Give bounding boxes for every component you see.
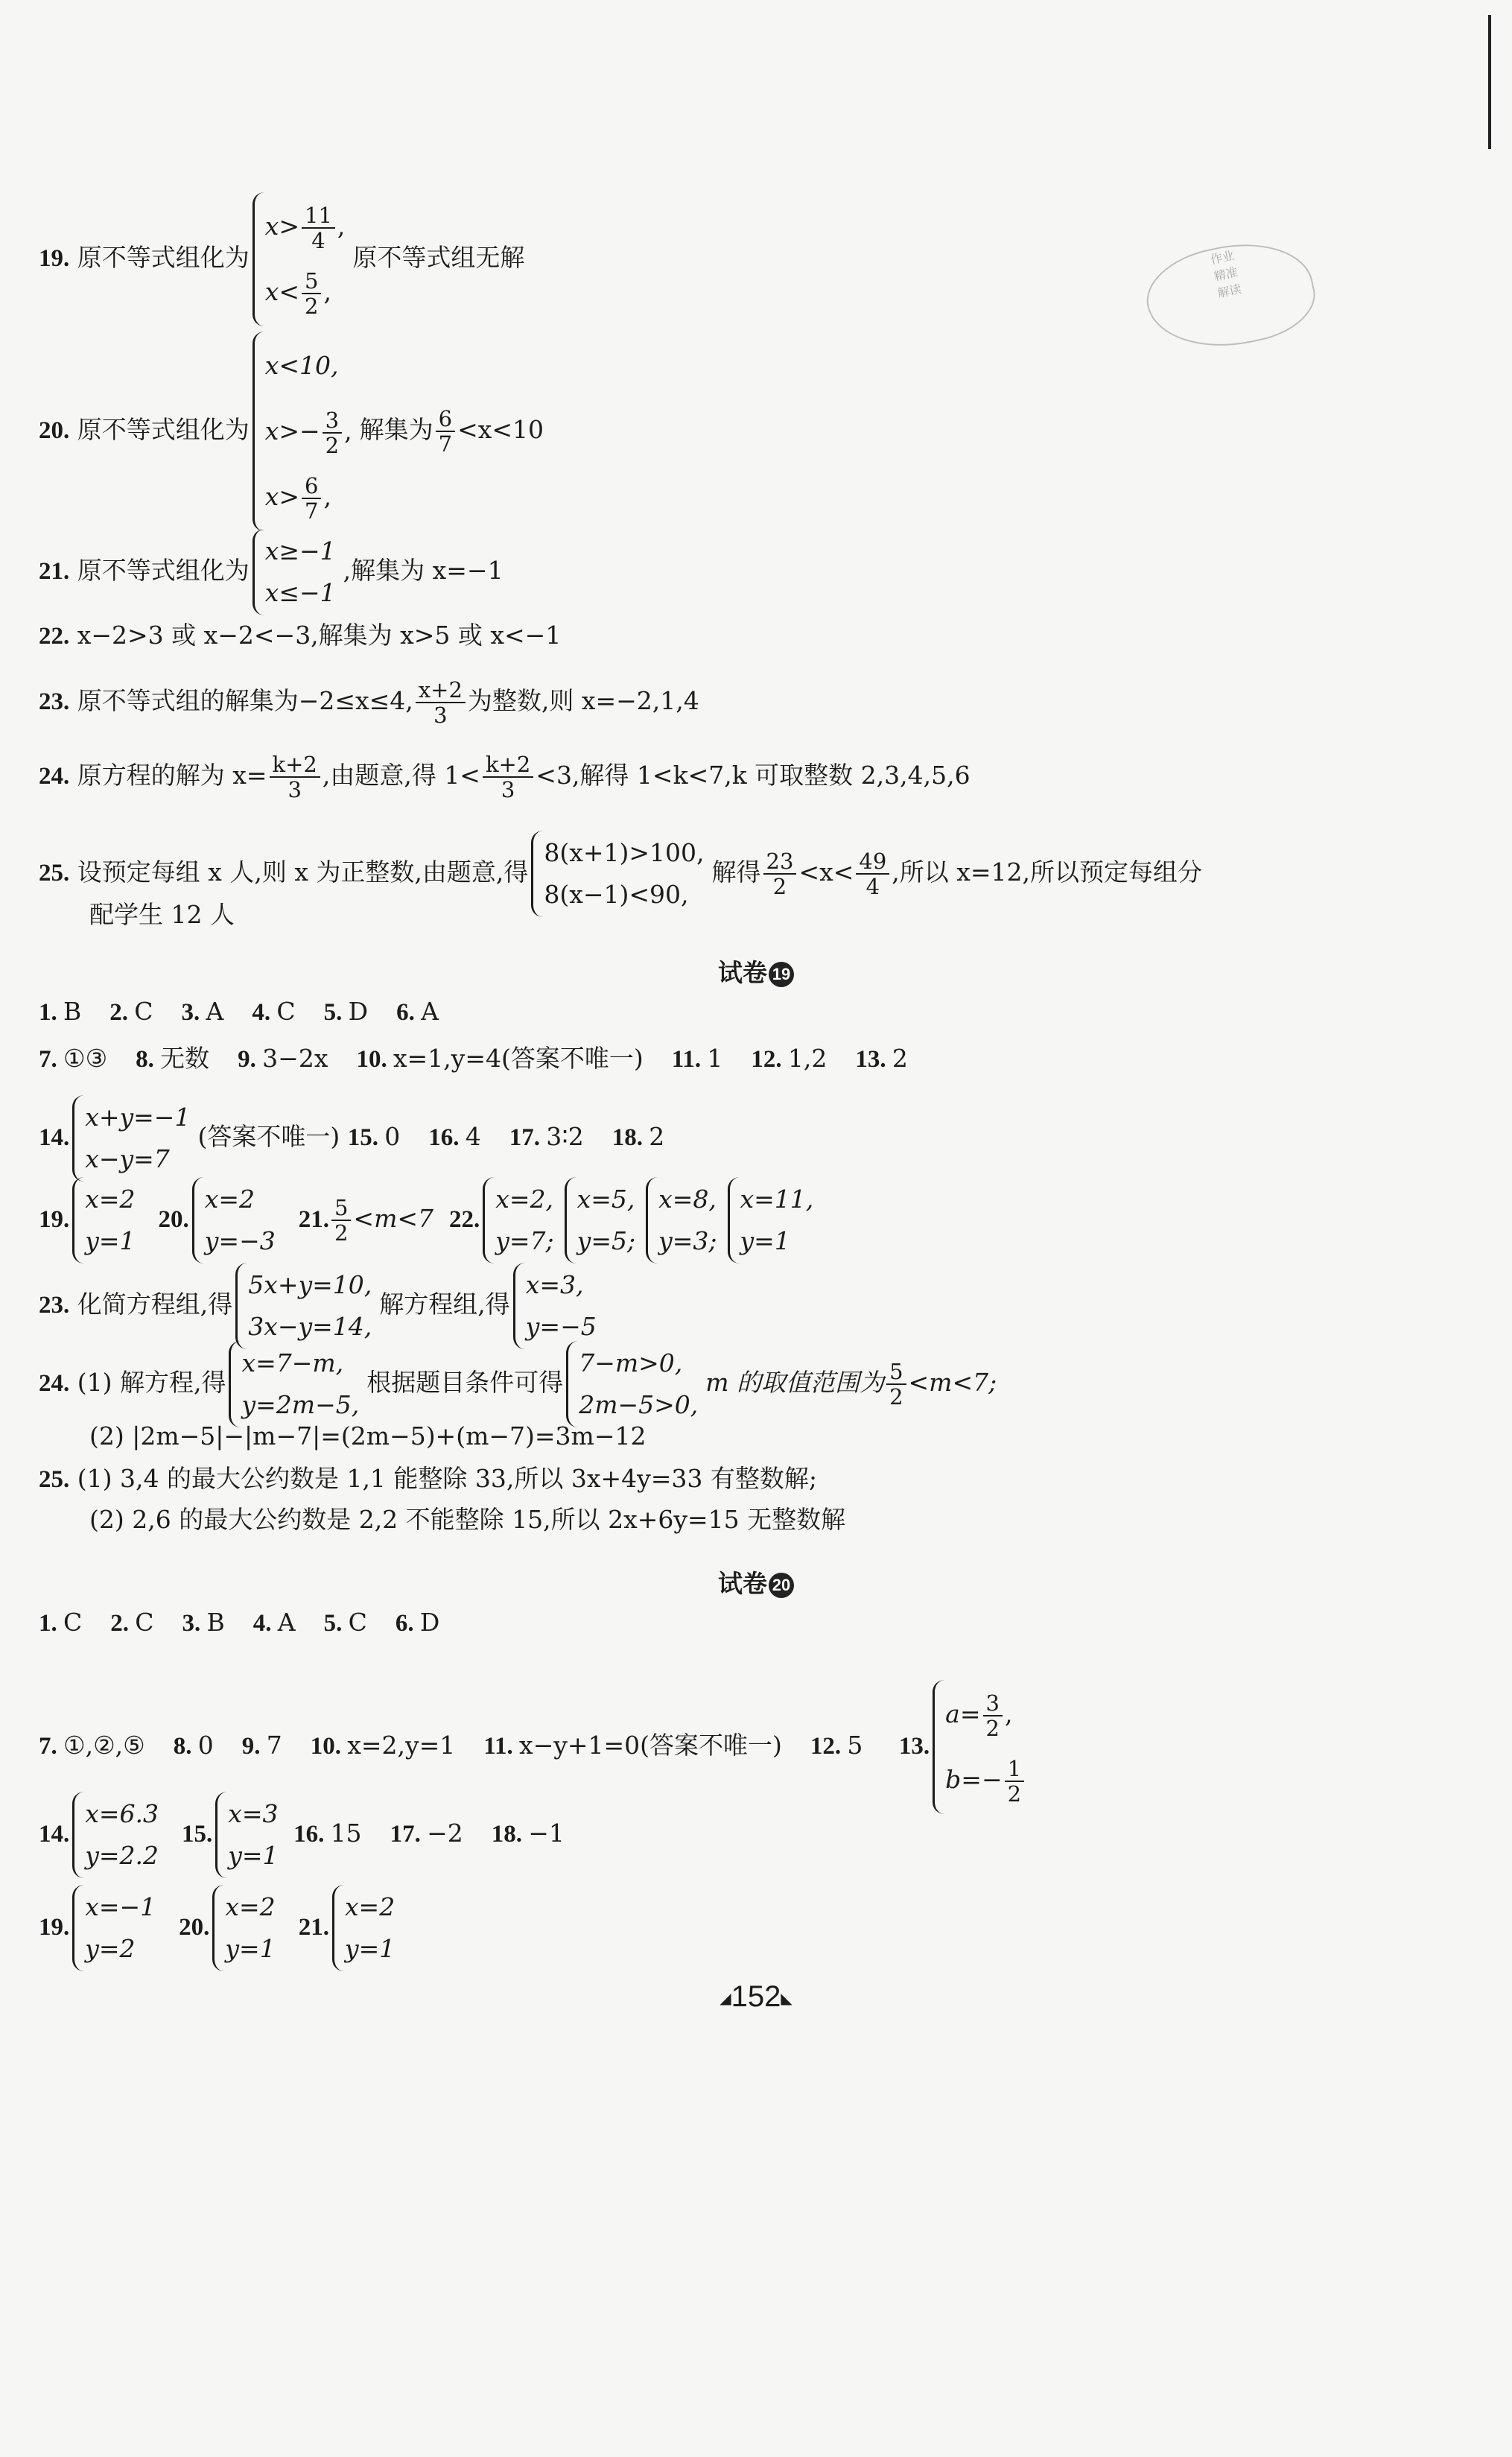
circled-number-badge: 20 (769, 1573, 794, 1598)
p20-row-1 (39, 1605, 468, 1640)
answer-item: 7. ①,②,⑤ (39, 1731, 145, 1760)
p19-row-2 (39, 1042, 936, 1077)
equation-system: x+y=−1 x−y=7 (72, 1095, 194, 1182)
equation-system: x=8, y=3; (646, 1177, 721, 1264)
answer-item: 9. 7 (241, 1731, 282, 1760)
p19-row-7b: (2) 2,6 的最大公约数是 2,2 不能整除 15,所以 2x+6y=15 无整数解 (89, 1505, 846, 1534)
answer-21-top: 21. 原不等式组化为 x≥−1 x≤−1 ,解集为 x=−1 (39, 529, 504, 615)
answer-item: 3. B (182, 1608, 225, 1637)
inequality-system: 7−m>0, 2m−5>0, (566, 1341, 702, 1427)
equation-system: x=11, y=1 (728, 1177, 819, 1264)
answer-item: 6. D (395, 1608, 440, 1637)
answer-item: 12. 1,2 (751, 1044, 828, 1073)
inequality-system: 8(x+1)>100, 8(x−1)<90, (531, 831, 708, 917)
answer-23-top: 23. 原不等式组的解集为−2≤x≤4, $\frac{x+2}{3}$ 为整数,则 x=−2,1,4 (39, 677, 699, 728)
equation-system: x=5, y=5; (565, 1177, 640, 1264)
answer-item: 16. 4 (428, 1122, 481, 1151)
inequality-system: x<10, x>− $\frac{3}{2}$ , x> $\frac{6}{7}$ , (252, 332, 357, 531)
page-edge-line (1488, 15, 1491, 149)
triangle-left-icon: ◢ (720, 1990, 731, 2007)
equation-system: x=3 y=1 (215, 1792, 282, 1878)
answer-item: 8. 0 (173, 1731, 214, 1760)
answer-item: 11. x−y+1=0(答案不唯一) (483, 1731, 782, 1760)
answer-item: 17. −2 (390, 1819, 463, 1848)
inequality-system: x≥−1 x≤−1 (252, 529, 340, 615)
answer-item: 1. B (39, 997, 82, 1026)
p19-row-6: 24. (1) 解方程,得 x=7−m, y=2m−5, 根据题目条件可得 7−m>0, 2m−5>0, m 的取值范围为 $\frac{5}{2}$ <m<7; (39, 1341, 997, 1427)
faint-stamp-logo: 作业 精准 解读 (1139, 229, 1323, 362)
answer-item: 4. C (252, 997, 296, 1026)
answer-20-top: 20. 原不等式组化为 x<10, x>− $\frac{3}{2}$ , x> $\frac{6}{7}$ , 解集为 $\frac{6}{7}$ <x<10 (39, 332, 544, 531)
equation-system: x=2, y=7; (483, 1177, 558, 1264)
equation-system: x=2 y=−3 (192, 1177, 280, 1264)
equation-system: x=7−m, y=2m−5, (229, 1341, 363, 1427)
answer-item: 3. A (181, 997, 224, 1026)
inequality-system: x> $\frac{11}{4}$ , x< $\frac{5}{2}$ , (252, 192, 350, 326)
equation-system: x=6.3 y=2.2 (72, 1792, 163, 1878)
answer-22-top: 22. x−2>3 或 x−2<−3,解集为 x>5 或 x<−1 (39, 621, 562, 650)
answer-item: 15. 0 (347, 1122, 401, 1151)
equation-system: x=−1 y=2 (72, 1885, 160, 1971)
answer-item: 8. 无数 (136, 1044, 210, 1073)
answer-item: 16. 15 (293, 1819, 362, 1848)
section-title-20: 试卷 20 (0, 1564, 1512, 1600)
answer-item: 6. A (396, 997, 439, 1026)
section-title-19: 试卷 19 (0, 954, 1512, 989)
answer-25-top-cont: 配学生 12 人 (89, 900, 235, 929)
answer-19-top: 19. 原不等式组化为 x> $\frac{11}{4}$ , x< $\frac{5}{2}$ , 原不等式组无解 (39, 192, 524, 326)
p20-row-2: 7. ①,②,⑤ 8. 0 9. 7 10. x=2,y=1 11. x−y+1=0(答案不唯一) 12. 5 13. a= $\frac{3}{2}$ , b=− $\frac{1}{2}$ (39, 1680, 1034, 1814)
equation-system: a= $\frac{3}{2}$ , b=− $\frac{1}{2}$ (933, 1680, 1031, 1814)
equation-system: x=2 y=1 (72, 1177, 139, 1264)
p20-row-4: 19. x=−1 y=2 20. x=2 y=1 21. x=2 y=1 (39, 1885, 402, 1971)
answer-item: 4. A (252, 1608, 296, 1637)
equation-system: x=2 y=1 (212, 1885, 279, 1971)
p19-row-1 (39, 995, 467, 1030)
answer-item: 10. x=1,y=4(答案不唯一) (356, 1044, 644, 1073)
answer-25-top: 25. 设预定每组 x 人,则 x 为正整数,由题意,得 8(x+1)>100, 8(x−1)<90, 解得 $\frac{23}{2}$ <x< $\frac{49}{4}$ ,所以 x=12,所以预定每组分 (39, 831, 1202, 917)
p20-row-3: 14. x=6.3 y=2.2 15. x=3 y=1 16. 15 17. −2 18. −1 (39, 1792, 593, 1878)
answer-item: 5. C (323, 1608, 367, 1637)
answer-item: 7. ①③ (39, 1044, 108, 1073)
answer-item: 5. D (323, 997, 369, 1026)
answer-item: 2. C (110, 1608, 154, 1637)
answer-item: 1. C (39, 1608, 83, 1637)
answer-item: 18. −1 (491, 1819, 565, 1848)
answer-item: 17. 3∶2 (509, 1122, 584, 1151)
answer-item: 9. 3−2x (238, 1044, 328, 1073)
answer-24-top: 24. 原方程的解为 x= $\frac{k+2}{3}$ ,由题意,得 1< $\frac{k+2}{3}$ <3,解得 1<k<7,k 可取整数 2,3,4,5,6 (39, 752, 971, 802)
answer-item: 12. 5 (810, 1731, 863, 1760)
p19-row-3: 14. x+y=−1 x−y=7 (答案不唯一) 15. 0 16. 4 17. 3∶2 18. 2 (39, 1095, 693, 1182)
equation-system: x=3, y=−5 (513, 1263, 601, 1349)
p19-row-5: 23. 化简方程组,得 5x+y=10, 3x−y=14, 解方程组,得 x=3, y=−5 (39, 1263, 604, 1349)
circled-number-badge: 19 (769, 962, 794, 987)
p19-row-6b: (2) |2m−5|−|m−7|=(2m−5)+(m−7)=3m−12 (89, 1421, 647, 1451)
p19-row-7: 25. (1) 3,4 的最大公约数是 1,1 能整除 33,所以 3x+4y=33 有整数解; (39, 1464, 818, 1493)
answer-item: 18. 2 (612, 1122, 665, 1151)
p19-row-4: 19. x=2 y=1 20. x=2 y=−3 21. $\frac{5}{2}$ <m<7 22. x=2, y=7; x=5, y=5; x=8, y=3; x=11, y=1 (39, 1177, 821, 1264)
triangle-right-icon: ◣ (781, 1990, 792, 2007)
equation-system: 5x+y=10, 3x−y=14, (235, 1263, 376, 1349)
answer-item: 13. 2 (855, 1044, 908, 1073)
answer-item: 10. x=2,y=1 (310, 1731, 456, 1760)
answer-item: 2. C (109, 997, 153, 1026)
answer-item: 11. 1 (671, 1044, 723, 1073)
equation-system: x=2 y=1 (332, 1885, 399, 1971)
page-number: ◢152◣ (720, 1980, 792, 2013)
